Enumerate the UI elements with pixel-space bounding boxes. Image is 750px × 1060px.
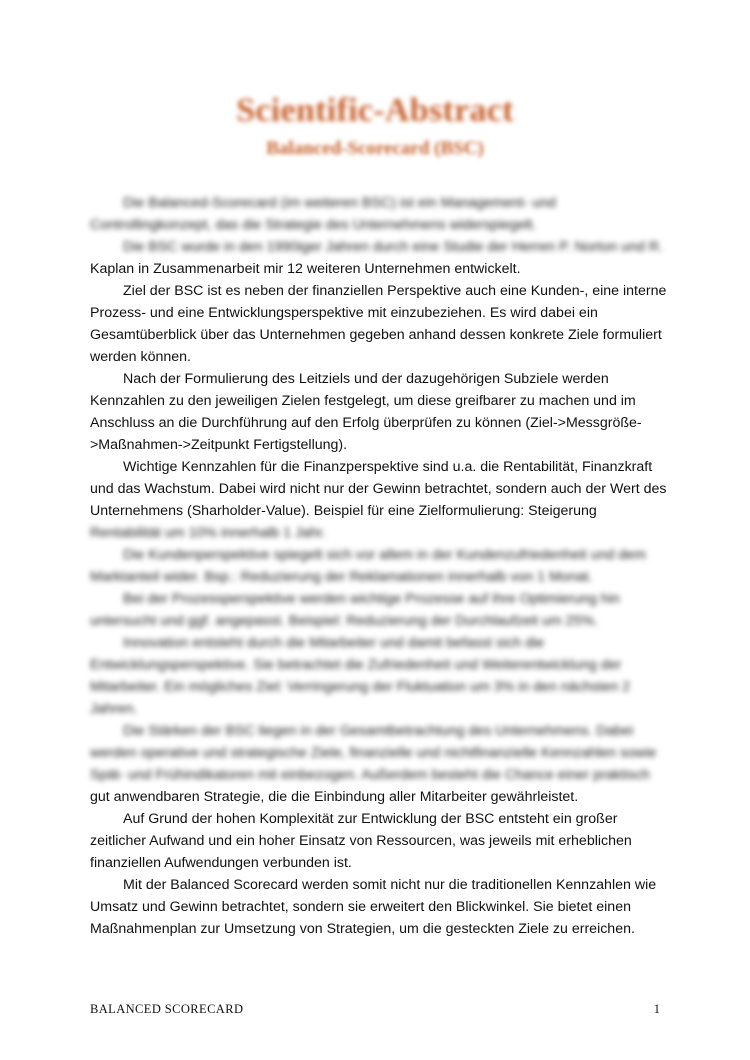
- body-line: Mit der Balanced Scorecard werden somit nicht nur die traditionellen Kennzahlen wie: [123, 877, 657, 893]
- body-line: finanziellen Aufwendungen verbunden ist.: [90, 855, 352, 871]
- body-line: Jahren.: [90, 701, 138, 717]
- page-subtitle: Balanced-Scorecard (BSC): [266, 138, 484, 159]
- body-line: Die Stärken der BSC liegen in der Gesamtbetrachtung des Unternehmens. Dabei: [123, 723, 634, 739]
- body-line: Marktanteil wider. Bsp.: Reduzierung der Reklamationen innerhalb von 1 Monat.: [90, 569, 593, 585]
- footer-label: BALANCED SCORECARD: [90, 1002, 244, 1016]
- body-line: zeitlicher Aufwand und ein hoher Einsatz von Ressourcen, was jeweils mit erheblichen: [90, 833, 632, 849]
- body-line: Unternehmens (Sharholder-Value). Beispiel für eine Zielformulierung: Steigerung: [90, 503, 597, 519]
- body-line: Prozess- und eine Entwicklungsperspektive mit einzubeziehen. Es wird dabei ein: [90, 305, 598, 321]
- body-line: Die Kundenperspektive spiegelt sich vor allem in der Kundenzufriedenheit und dem: [123, 547, 646, 563]
- body-line: >Maßnahmen->Zeitpunkt Fertigstellung).: [90, 437, 348, 453]
- body-line: gut anwendbaren Strategie, die die Einbindung aller Mitarbeiter gewährleistet.: [90, 789, 579, 805]
- body-line: Die Balanced-Scorecard (im weiteren BSC) ist ein Management- und: [123, 195, 556, 211]
- abstract-body: [90, 192, 670, 940]
- body-line: Mitarbeiter. Ein mögliches Ziel: Verringerung der Fluktuation um 3% in den nächsten 2: [90, 679, 631, 695]
- body-line: Controllingkonzept, das die Strategie des Unternehmens widerspiegelt.: [90, 217, 537, 233]
- body-line: und das Wachstum. Dabei wird nicht nur der Gewinn betrachtet, sondern auch der Wert des: [90, 481, 667, 497]
- body-line: Wichtige Kennzahlen für die Finanzperspektive sind u.a. die Rentabilität, Finanzkraft: [123, 459, 653, 475]
- body-line: Ziel der BSC ist es neben der finanziellen Perspektive auch eine Kunden-, eine interne: [123, 283, 667, 299]
- body-line: Rentabilität um 10% innerhalb 1 Jahr.: [90, 525, 326, 541]
- body-line: werden operative und strategische Ziele, finanzielle und nichtfinanzielle Kennzahlen sowie: [90, 745, 657, 761]
- body-line: Maßnahmenplan zur Umsetzung von Strategien, um die gesteckten Ziele zu erreichen.: [90, 921, 635, 937]
- body-line: Kennzahlen zu den jeweiligen Zielen festgelegt, um diese greifbarer zu machen und im: [90, 393, 636, 409]
- page-title: Scientific-Abstract: [236, 92, 514, 129]
- page-number: 1: [653, 1002, 660, 1016]
- body-line: Nach der Formulierung des Leitziels und der dazugehörigen Subziele werden: [123, 371, 609, 387]
- body-line: Auf Grund der hohen Komplexität zur Entwicklung der BSC entsteht ein großer: [123, 811, 618, 827]
- body-line: Anschluss an die Durchführung auf den Erfolg überprüfen zu können (Ziel->Messgröße-: [90, 415, 642, 431]
- body-line: untersucht und ggf. angepasst. Beispiel: Reduzierung der Durchlaufzeit um 25%.: [90, 613, 598, 629]
- body-line: Kaplan in Zusammenarbeit mir 12 weiteren Unternehmen entwickelt.: [90, 261, 521, 277]
- body-line: Die BSC wurde in den 1990iger Jahren durch eine Studie der Herren P. Norton und R.: [123, 239, 663, 255]
- body-line: werden können.: [90, 349, 191, 365]
- body-line: Innovation entsteht durch die Mitarbeiter und damit befasst sich die: [123, 635, 545, 651]
- body-line: Spät- und Frühindikatoren mit einbezogen. Außerdem besteht die Chance einer praktisch: [90, 767, 650, 783]
- body-line: Umsatz und Gewinn betrachtet, sondern sie erweitert den Blickwinkel. Sie bietet einen: [90, 899, 631, 915]
- body-line: Entwicklungsperspektive. Sie betrachtet die Zufriedenheit und Weiterentwicklung der: [90, 657, 622, 673]
- body-line: Gesamtüberblick über das Unternehmen gegeben anhand dessen konkrete Ziele formuliert: [90, 327, 662, 343]
- body-line: Bei der Prozessperspektive werden wichtige Prozesse auf ihre Optimierung hin: [123, 591, 620, 607]
